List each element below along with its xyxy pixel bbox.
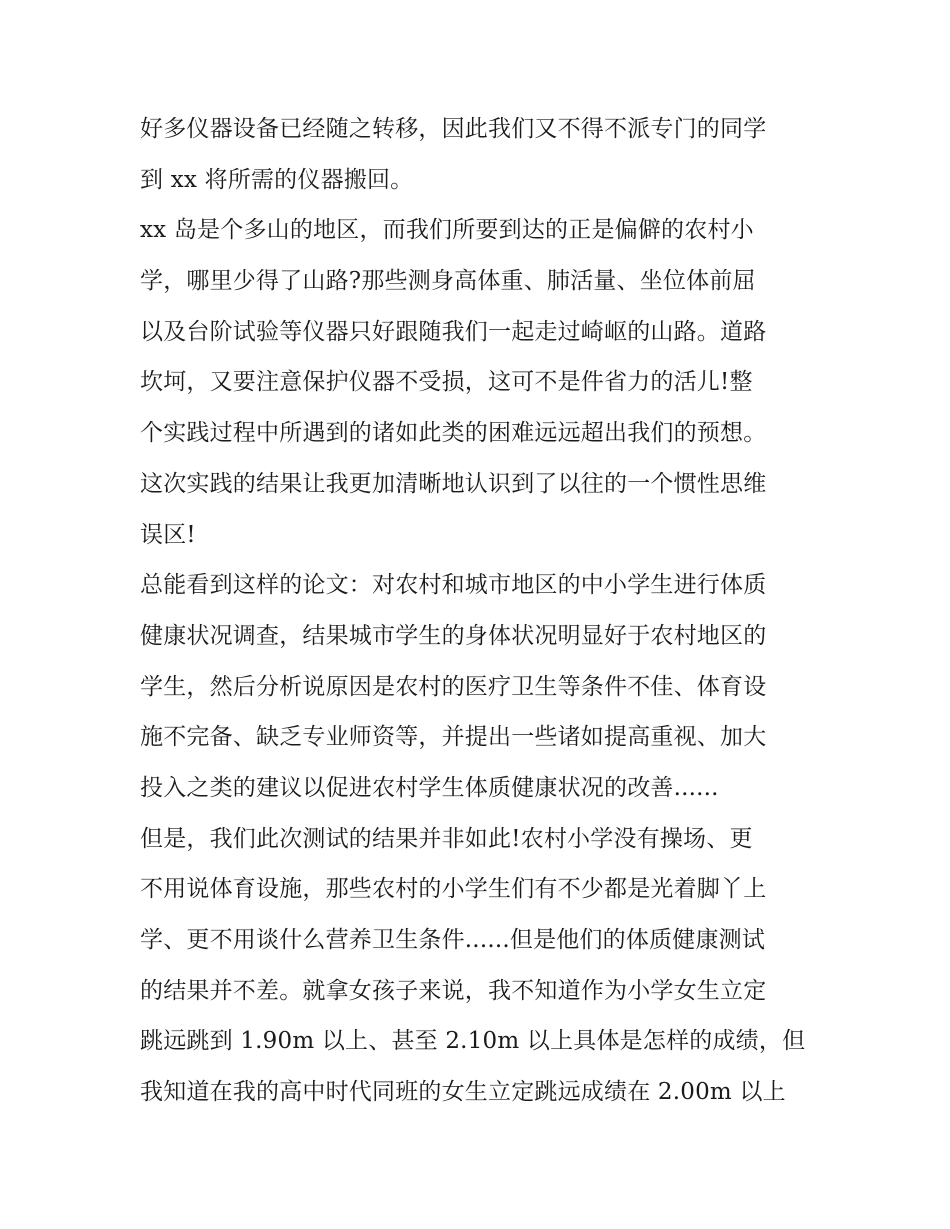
text-line: 学，哪里少得了山路?那些测身高体重、肺活量、坐位体前屈 — [140, 268, 756, 295]
text-line: 学、更不用谈什么营养卫生条件......但是他们的体质健康测试 — [140, 927, 766, 953]
text-line: 这次实践的结果让我更加清晰地认识到了以往的一个惯性思维 — [140, 470, 767, 497]
text-line: 误区! — [140, 521, 196, 548]
text-line: 学生，然后分析说原因是农村的医疗卫生等条件不佳、体育设 — [140, 673, 767, 700]
text-line: 以及台阶试验等仪器只好跟随我们一起走过崎岖的山路。道路 — [140, 318, 767, 345]
text-line: 我知道在我的高中时代同班的女生立定跳远成绩在 2.00m 以上 — [140, 1079, 786, 1106]
text-line: 坎坷，又要注意保护仪器不受损，这可不是件省力的活儿!整 — [140, 369, 753, 396]
text-line: 不用说体育设施，那些农村的小学生们有不少都是光着脚丫上 — [140, 876, 767, 903]
text-line: 投入之类的建议以促进农村学生体质健康状况的改善...... — [140, 774, 719, 801]
text-line: 到 xx 将所需的仪器搬回。 — [140, 166, 414, 193]
text-line: 但是，我们此次测试的结果并非如此!农村小学没有操场、更 — [140, 825, 753, 852]
text-line: 健康状况调查，结果城市学生的身体状况明显好于农村地区的 — [140, 622, 767, 649]
text-line: xx 岛是个多山的地区，而我们所要到达的正是偏僻的农村小 — [140, 217, 754, 244]
document-body — [140, 104, 820, 1118]
text-line: 施不完备、缺乏专业师资等，并提出一些诸如提高重视、加大 — [140, 724, 767, 751]
text-line: 总能看到这样的论文：对农村和城市地区的中小学生进行体质 — [140, 572, 767, 599]
text-line: 跳远跳到 1.90m 以上、甚至 2.10m 以上具体是怎样的成绩，但 — [140, 1028, 806, 1055]
text-line: 的结果并不差。就拿女孩子来说，我不知道作为小学女生立定 — [140, 977, 767, 1004]
text-line: 好多仪器设备已经随之转移，因此我们又不得不派专门的同学 — [140, 116, 767, 142]
text-line: 个实践过程中所遇到的诸如此类的困难远远超出我们的预想。 — [140, 420, 767, 447]
